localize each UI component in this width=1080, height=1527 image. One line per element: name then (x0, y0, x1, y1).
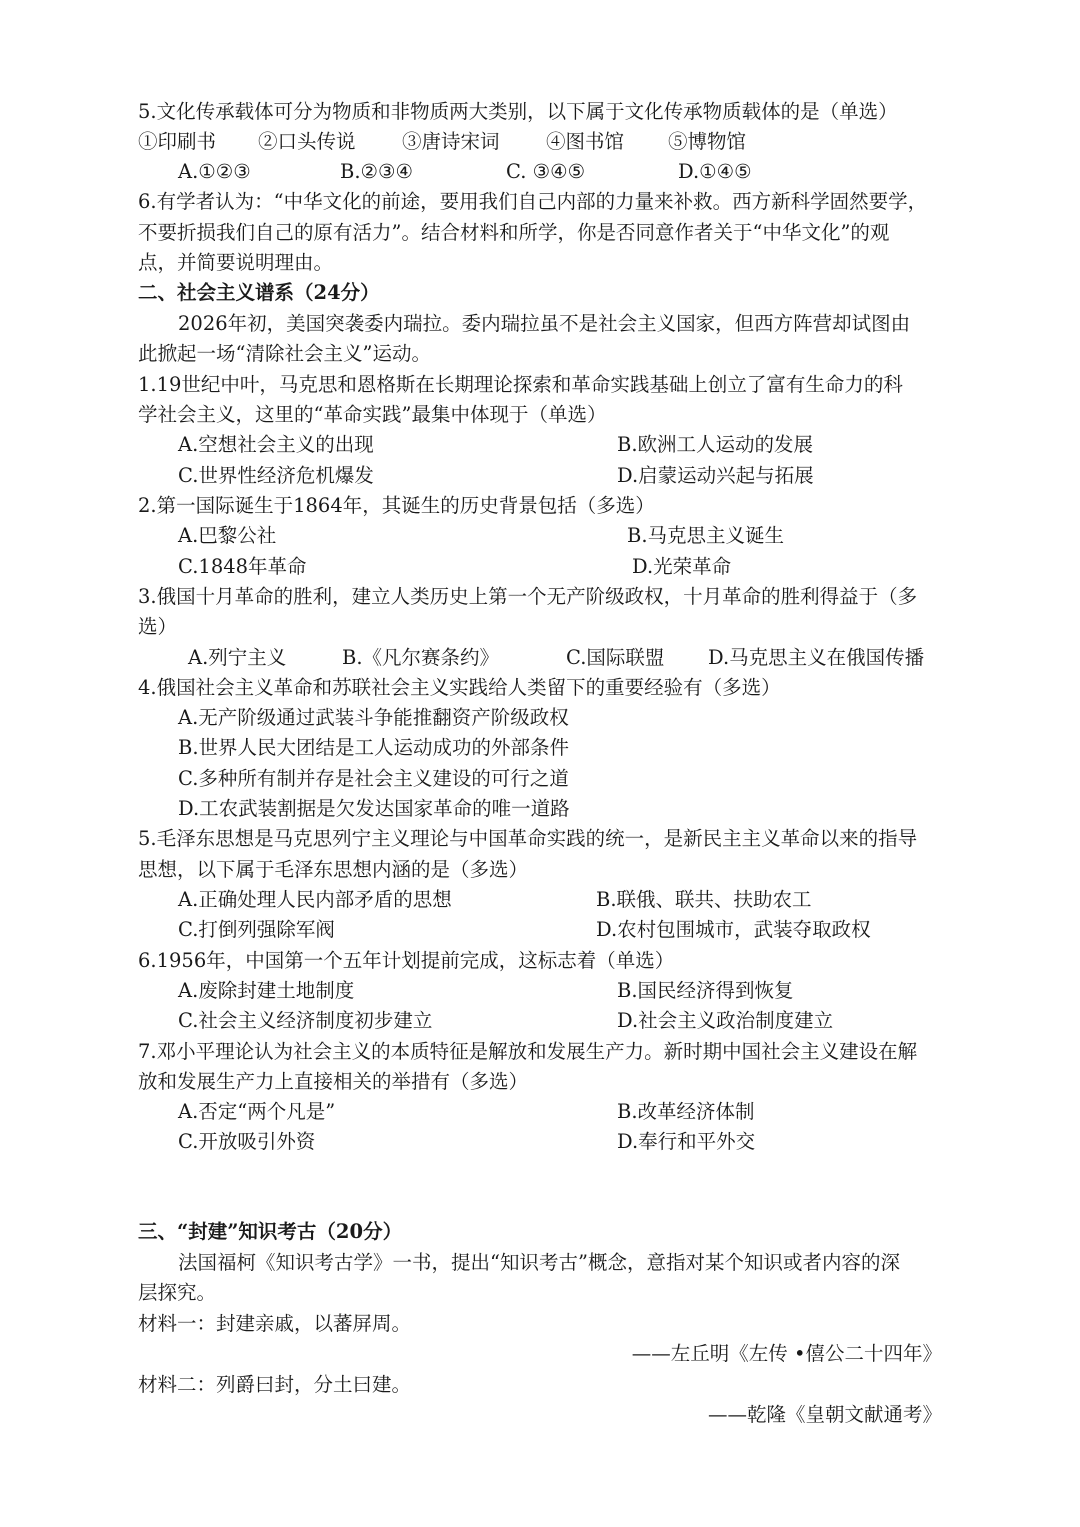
s1-q5-option-b: B.②③④ (340, 160, 413, 183)
s2-q7-option-d: D.奉行和平外交 (617, 1130, 756, 1153)
s2-q2-option-c: C.1848年革命 (178, 555, 307, 578)
s2-q1-option-b: B.欧洲工人运动的发展 (617, 433, 814, 456)
s1-q6-line-2: 不要折损我们自己的原有活力”。结合材料和所学，你是否同意作者关于“中华文化”的观 (138, 221, 890, 244)
s3-material-1-source: ——左丘明《左传 •僖公二十四年》 (631, 1342, 942, 1365)
s2-q5-option-a: A.正确处理人民内部矛盾的思想 (178, 888, 452, 911)
s1-q5-stem: 5.文化传承载体可分为物质和非物质两大类别，以下属于文化传承物质载体的是（单选） (138, 100, 898, 123)
s1-q5-item-4: ④图书馆 (546, 130, 625, 153)
s2-q6-option-a: A.废除封建土地制度 (178, 979, 355, 1002)
s2-q5-option-b: B.联俄、联共、扶助农工 (596, 888, 812, 911)
s1-q5-option-a: A.①②③ (178, 160, 251, 183)
s1-q6-line-1: 6.有学者认为：“中华文化的前途，要用我们自己内部的力量来补救。西方新科学固然要学， (138, 190, 928, 213)
s1-q5-item-1: ①印刷书 (138, 130, 217, 153)
s2-q1-line-2: 学社会主义，这里的“革命实践”最集中体现于（单选） (138, 403, 607, 426)
s2-q4-option-b: B.世界人民大团结是工人运动成功的外部条件 (178, 736, 570, 759)
s3-material-1: 材料一：封建亲戚，以蕃屏周。 (138, 1312, 412, 1335)
s1-q5-option-d: D.①④⑤ (678, 160, 752, 183)
s2-q3-option-d: D.马克思主义在俄国传播 (708, 646, 925, 669)
s1-q6-line-3: 点，并简要说明理由。 (138, 251, 334, 274)
s2-q1-option-c: C.世界性经济危机爆发 (178, 464, 374, 487)
s2-q2-option-b: B.马克思主义诞生 (627, 524, 785, 547)
s2-q7-option-c: C.开放吸引外资 (178, 1130, 316, 1153)
s2-q1-option-d: D.启蒙运动兴起与拓展 (617, 464, 814, 487)
s2-q4-option-c: C.多种所有制并存是社会主义建设的可行之道 (178, 767, 569, 790)
s2-q3-line-1: 3.俄国十月革命的胜利，建立人类历史上第一个无产阶级政权，十月革命的胜利得益于（多 (138, 585, 918, 608)
s1-q5-item-2: ②口头传说 (258, 130, 356, 153)
s2-q5-line-1: 5.毛泽东思想是马克思列宁主义理论与中国革命实践的统一，是新民主主义革命以来的指导 (138, 827, 918, 850)
s2-q4-option-a: A.无产阶级通过武装斗争能推翻资产阶级政权 (178, 706, 569, 729)
s3-intro-line-1: 法国福柯《知识考古学》一书，提出“知识考古”概念，意指对某个知识或者内容的深 (178, 1251, 900, 1274)
s2-q2-stem: 2.第一国际诞生于1864年，其诞生的历史背景包括（多选） (138, 494, 655, 517)
s3-material-2: 材料二：列爵曰封，分土曰建。 (138, 1373, 412, 1396)
s2-q6-option-b: B.国民经济得到恢复 (617, 979, 794, 1002)
s2-q1-line-1: 1.19世纪中叶，马克思和恩格斯在长期理论探索和革命实践基础上创立了富有生命力的科 (138, 373, 903, 396)
s2-q6-stem: 6.1956年，中国第一个五年计划提前完成，这标志着（单选） (138, 949, 675, 972)
s2-q1-option-a: A.空想社会主义的出现 (178, 433, 374, 456)
s2-q5-option-d: D.农村包围城市，武装夺取政权 (596, 918, 871, 941)
s2-q7-option-b: B.改革经济体制 (617, 1100, 755, 1123)
s2-q3-option-a: A.列宁主义 (188, 646, 287, 669)
s2-q4-stem: 4.俄国社会主义革命和苏联社会主义实践给人类留下的重要经验有（多选） (138, 676, 781, 699)
s2-q3-line-2: 选） (138, 615, 178, 638)
s2-q6-option-d: D.社会主义政治制度建立 (617, 1009, 834, 1032)
s2-q5-line-2: 思想，以下属于毛泽东思想内涵的是（多选） (138, 858, 529, 881)
s3-heading: 三、“封建”知识考古（20分） (138, 1220, 403, 1243)
s2-q4-option-d: D.工农武装割据是欠发达国家革命的唯一道路 (178, 797, 570, 820)
s1-q5-item-3: ③唐诗宋词 (402, 130, 500, 153)
s2-q3-option-c: C.国际联盟 (566, 646, 665, 669)
s1-q5-item-5: ⑤博物馆 (668, 130, 747, 153)
s3-intro-line-2: 层探究。 (138, 1281, 217, 1304)
s2-intro-line-1: 2026年初，美国突袭委内瑞拉。委内瑞拉虽不是社会主义国家，但西方阵营却试图由 (178, 312, 911, 335)
s2-q3-option-b: B.《凡尔赛条约》 (342, 646, 500, 669)
s2-q5-option-c: C.打倒列强除军阀 (178, 918, 335, 941)
s2-q7-option-a: A.否定“两个凡是” (178, 1100, 336, 1123)
s2-q7-line-1: 7.邓小平理论认为社会主义的本质特征是解放和发展生产力。新时期中国社会主义建设在解 (138, 1040, 918, 1063)
s2-q6-option-c: C.社会主义经济制度初步建立 (178, 1009, 433, 1032)
s1-q5-option-c: C. ③④⑤ (506, 160, 586, 183)
s2-intro-line-2: 此掀起一场“清除社会主义”运动。 (138, 342, 431, 365)
s2-q2-option-a: A.巴黎公社 (178, 524, 277, 547)
s2-q2-option-d: D.光荣革命 (632, 555, 732, 578)
s2-heading: 二、社会主义谱系（24分） (138, 281, 380, 304)
s3-material-2-source: ——乾隆《皇朝文献通考》 (707, 1403, 942, 1426)
s2-q7-line-2: 放和发展生产力上直接相关的举措有（多选） (138, 1070, 529, 1093)
